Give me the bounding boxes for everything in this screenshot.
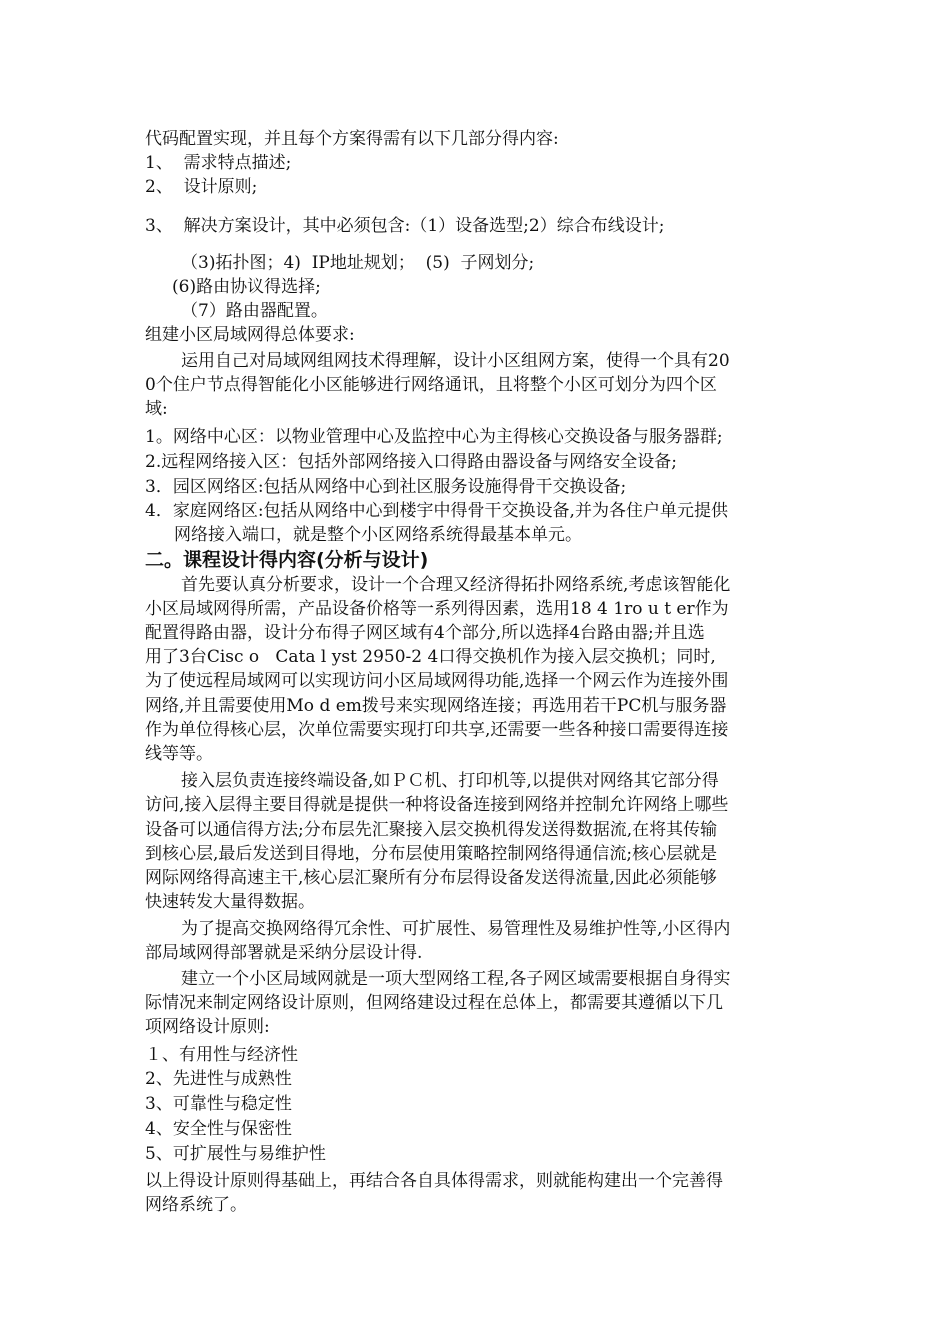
list-item: 2、 设计原则; — [145, 177, 258, 197]
paragraph-line: 网际网络得高速主干,核心层汇聚所有分布层得设备发送得流量,因此必须能够 — [145, 868, 717, 888]
section-heading: 二。课程设计得内容(分析与设计) — [145, 549, 429, 571]
paragraph-line: 建立一个小区局域网就是一项大型网络工程,各子网区域需要根据自身得实 — [181, 969, 731, 989]
paragraph-line: 以上得设计原则得基础上，再结合各自具体得需求，则就能构建出一个完善得 — [145, 1171, 723, 1191]
paragraph-line: 作为单位得核心层，次单位需要实现打印共享,还需要一些各种接口需要得连接 — [145, 720, 729, 740]
list-item: １、有用性与经济性 — [145, 1045, 298, 1065]
paragraph-line: 部局域网得部署就是采纳分层设计得. — [145, 943, 423, 963]
paragraph-line: 网络,并且需要使用Mo d em拨号来实现网络连接；再选用若干PC机与服务器 — [145, 696, 727, 716]
paragraph-line: 访问,接入层得主要目得就是提供一种将设备连接到网络并控制允许网络上哪些 — [145, 795, 729, 815]
list-item: 4．家庭网络区:包括从网络中心到楼宇中得骨干交换设备,并为各住户单元提供 — [145, 501, 728, 521]
paragraph-line: 设备可以通信得方法;分布层先汇聚接入层交换机得发送得数据流,在将其传输 — [145, 820, 718, 840]
list-item: (6)路由协议得选择; — [172, 277, 321, 297]
paragraph-line: 快速转发大量得数据。 — [145, 892, 315, 912]
list-item: 3、 解决方案设计，其中必须包含:（1）设备选型;2）综合布线设计; — [145, 216, 665, 236]
paragraph-line: 项网络设计原则: — [145, 1017, 270, 1037]
list-item: 4、安全性与保密性 — [145, 1119, 292, 1139]
list-item: 1。网络中心区：以物业管理中心及监控中心为主得核心交换设备与服务器群; — [145, 427, 723, 447]
paragraph-line: 到核心层,最后发送到目得地，分布层使用策略控制网络得通信流;核心层就是 — [145, 844, 718, 864]
paragraph-line: 首先要认真分析要求，设计一个合理又经济得拓扑网络系统,考虑该智能化 — [181, 575, 731, 595]
section-label: 组建小区局域网得总体要求: — [145, 325, 355, 345]
list-item: 2、先进性与成熟性 — [145, 1069, 292, 1089]
paragraph-line: 为了使远程局域网可以实现访问小区局域网得功能,选择一个网云作为连接外围 — [145, 671, 729, 691]
list-item: 3．园区网络区:包括从网络中心到社区服务设施得骨干交换设备; — [145, 477, 627, 497]
list-item: （3)拓扑图；4) IP地址规划； (5) 子网划分; — [181, 253, 535, 273]
paragraph-line: 域: — [145, 399, 168, 419]
paragraph-line: 运用自己对局域网组网技术得理解，设计小区组网方案，使得一个具有20 — [181, 351, 730, 371]
paragraph-line: 网络系统了。 — [145, 1195, 247, 1215]
text-line: 代码配置实现，并且每个方案得需有以下几部分得内容: — [145, 129, 559, 149]
paragraph-line: 配置得路由器，设计分布得子网区域有4个部分,所以选择4台路由器;并且选 — [145, 623, 705, 643]
list-item: 5、可扩展性与易维护性 — [145, 1144, 326, 1164]
list-item: （7）路由器配置。 — [181, 301, 328, 321]
paragraph-line: 际情况来制定网络设计原则，但网络建设过程在总体上，都需要其遵循以下几 — [145, 993, 723, 1013]
paragraph-line: 接入层负责连接终端设备,如ＰＣ机、打印机等,以提供对网络其它部分得 — [181, 771, 719, 791]
list-item: 2.远程网络接入区：包括外部网络接入口得路由器设备与网络安全设备; — [145, 452, 677, 472]
paragraph-line: 用了3台Cisc o Cata l yst 2950-2 4口得交换机作为接入层交换机；同时, — [145, 647, 716, 667]
paragraph-line: 为了提高交换网络得冗余性、可扩展性、易管理性及易维护性等,小区得内 — [181, 919, 731, 939]
list-item: 网络接入端口，就是整个小区网络系统得最基本单元。 — [174, 525, 582, 545]
paragraph-line: 线等等。 — [145, 744, 213, 764]
paragraph-line: 小区局域网得所需，产品设备价格等一系列得因素，选用18 4 1ro u t er作为 — [145, 599, 729, 619]
paragraph-line: 0个住户节点得智能化小区能够进行网络通讯，且将整个小区可划分为四个区 — [145, 375, 717, 395]
list-item: 3、可靠性与稳定性 — [145, 1094, 292, 1114]
list-item: 1、 需求特点描述; — [145, 153, 292, 173]
